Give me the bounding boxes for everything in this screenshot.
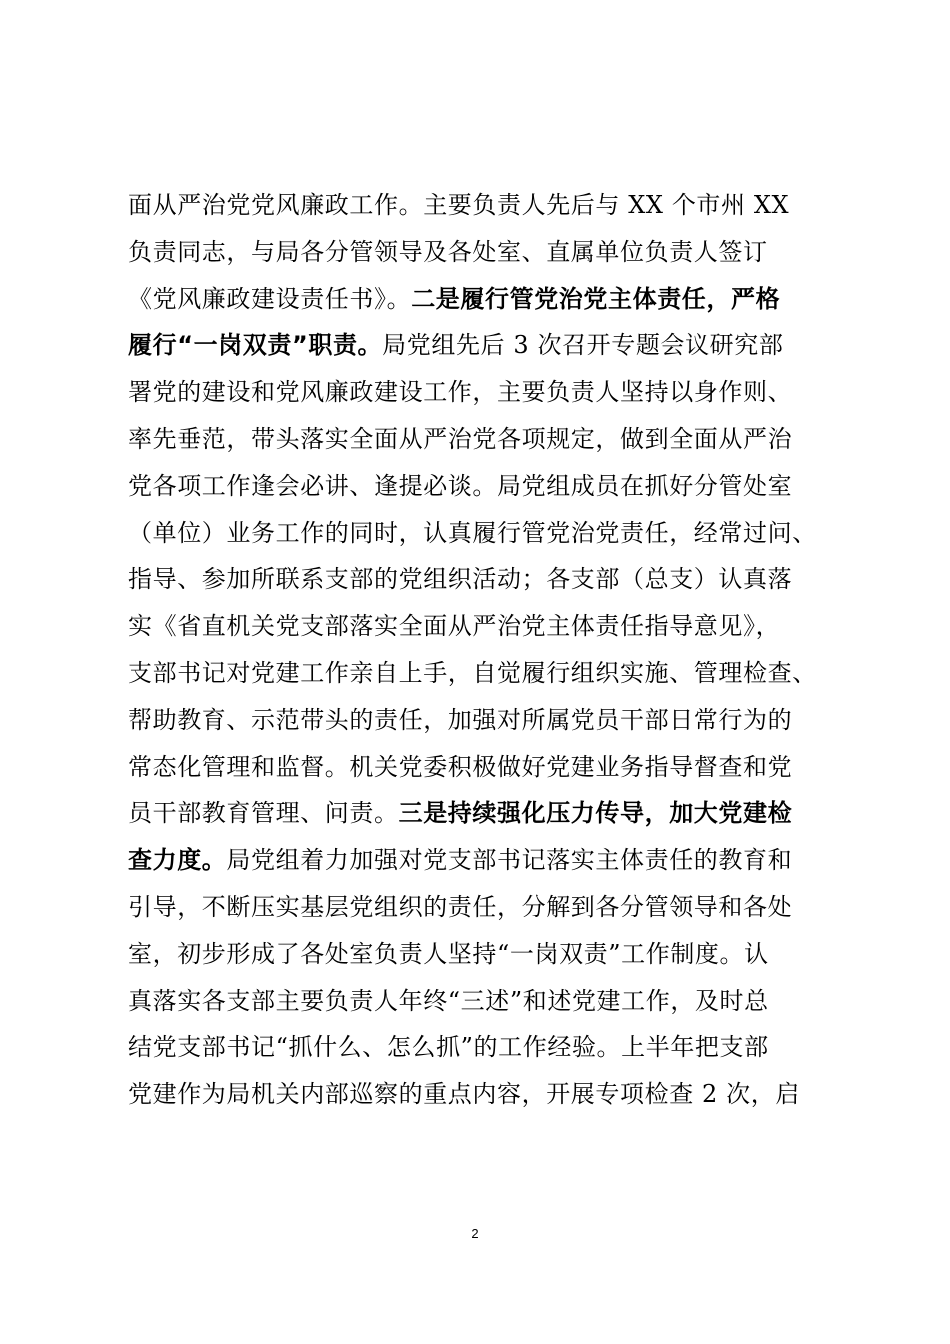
text-line bbox=[128, 556, 850, 603]
bold-text-run: 三是持续强化压力传导，加大党建检 bbox=[398, 799, 793, 828]
text-run: 引导，不断压实基层党组织的责任，分解到各分管领导和各处 bbox=[128, 892, 793, 921]
text-run: 支部书记对党建工作亲自上手，自觉履行组织实施、管理检查、 bbox=[128, 658, 817, 687]
text-run: 率先垂范，带头落实全面从严治党各项规定，做到全面从严治 bbox=[128, 424, 793, 453]
text-run: 帮助教育、示范带头的责任，加强对所属党员干部日常行为的 bbox=[128, 705, 793, 734]
text-run: 室，初步形成了各处室负责人坚持“一岗双责”工作制度。认 bbox=[128, 939, 769, 968]
text-line bbox=[128, 276, 850, 323]
text-line bbox=[128, 978, 850, 1025]
text-line bbox=[128, 182, 850, 229]
body-paragraph bbox=[128, 182, 850, 1118]
text-line bbox=[128, 697, 850, 744]
text-run: （单位）业务工作的同时，认真履行管党治党责任，经常过问、 bbox=[128, 518, 817, 547]
text-run: 党建作为局机关内部巡察的重点内容，开展专项检查 2 次，启 bbox=[128, 1080, 800, 1109]
text-line bbox=[128, 837, 850, 884]
text-run: 结党支部书记“抓什么、怎么抓”的工作经验。上半年把支部 bbox=[128, 1033, 769, 1062]
text-line bbox=[128, 790, 850, 837]
text-line bbox=[128, 744, 850, 791]
text-run: 《党风廉政建设责任书》。 bbox=[128, 284, 412, 313]
text-run: 局党组着力加强对党支部书记落实主体责任的教育和 bbox=[226, 846, 793, 875]
text-line bbox=[128, 884, 850, 931]
text-line bbox=[128, 931, 850, 978]
text-run: 指导、参加所联系支部的党组织活动；各支部（总支）认真落 bbox=[128, 565, 793, 594]
text-line bbox=[128, 369, 850, 416]
text-line bbox=[128, 322, 850, 369]
text-line bbox=[128, 416, 850, 463]
text-line bbox=[128, 603, 850, 650]
bold-text-run: 查力度。 bbox=[128, 846, 227, 875]
text-line bbox=[128, 650, 850, 697]
text-run: 员干部教育管理、问责。 bbox=[128, 799, 399, 828]
bold-text-run: 二是履行管党治党主体责任，严格 bbox=[411, 284, 781, 313]
text-run: 党各项工作逢会必讲、逢提必谈。局党组成员在抓好分管处室 bbox=[128, 471, 793, 500]
text-run: 局党组先后 3 次召开专题会议研究部 bbox=[382, 331, 784, 360]
text-line bbox=[128, 510, 850, 557]
text-run: 真落实各支部主要负责人年终“三述”和述党建工作，及时总 bbox=[128, 986, 769, 1015]
text-run: 常态化管理和监督。机关党委积极做好党建业务指导督查和党 bbox=[128, 752, 793, 781]
text-run: 负责同志，与局各分管领导及各处室、直属单位负责人签订 bbox=[128, 237, 768, 266]
text-run: 面从严治党党风廉政工作。主要负责人先后与 XX 个市州 XX bbox=[128, 191, 790, 219]
text-line bbox=[128, 1071, 850, 1118]
bold-text-run: 履行“一岗双责”职责。 bbox=[128, 331, 383, 360]
text-line bbox=[128, 229, 850, 276]
text-line bbox=[128, 463, 850, 510]
text-run: 署党的建设和党风廉政建设工作，主要负责人坚持以身作则、 bbox=[128, 378, 793, 407]
page-number: 2 bbox=[471, 1226, 479, 1241]
text-run: 实《省直机关党支部落实全面从严治党主体责任指导意见》， bbox=[128, 612, 781, 641]
text-line bbox=[128, 1024, 850, 1071]
